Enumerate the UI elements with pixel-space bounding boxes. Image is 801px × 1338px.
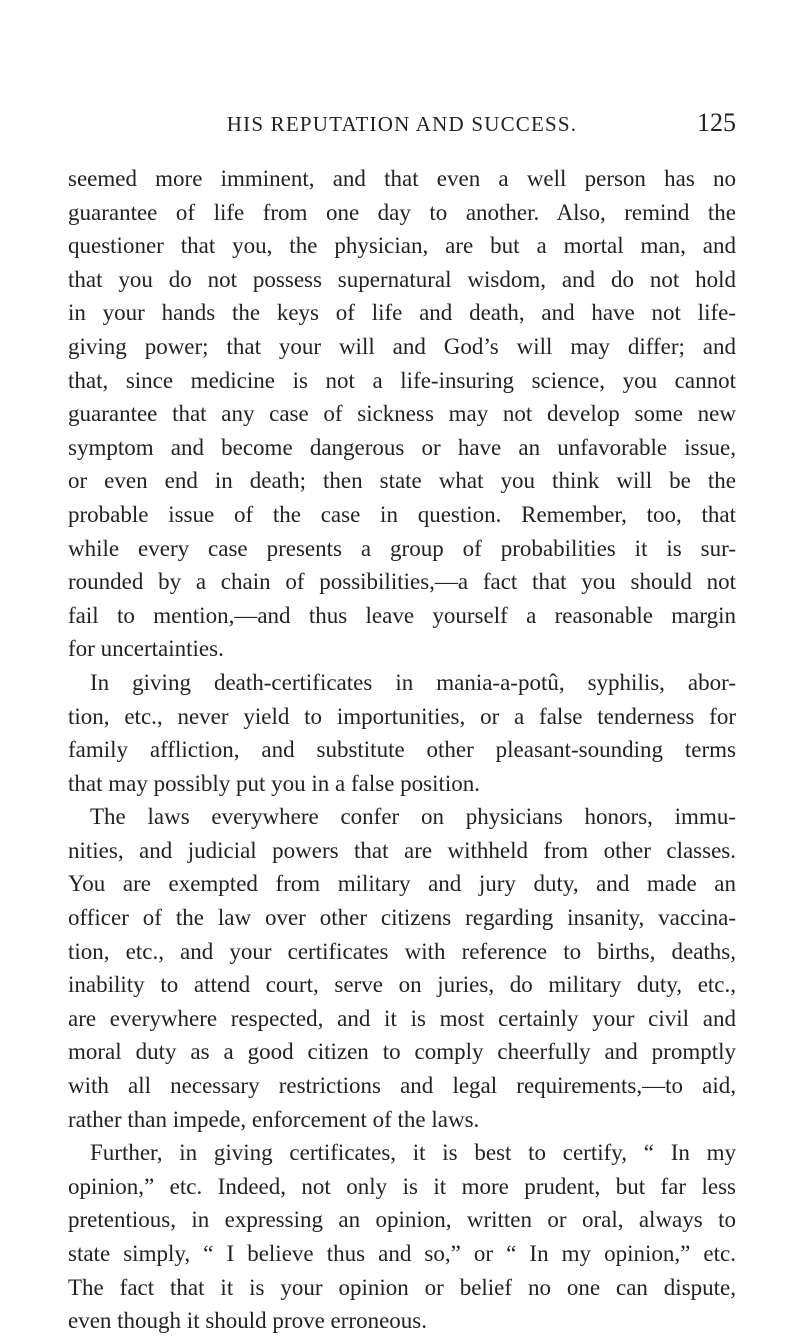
text-line: in your hands the keys of life and death, and have not life- [68,300,736,326]
text-line: You are exempted from military and jury duty, and made an [68,871,736,897]
text-line: family affliction, and substitute other pleasant-sounding terms [68,737,736,763]
text-line: seemed more imminent, and that even a well person has no [68,166,736,191]
text-line: The laws everywhere confer on physicians honors, immu- [90,804,736,830]
text-line: The fact that it is your opinion or belief no one can dispute, [68,1274,736,1300]
text-line: nities, and judicial powers that are withheld from other classes. [68,837,736,863]
text-line: tion, etc., and your certificates with reference to births, deaths, [68,938,736,964]
page-number: 125 [697,108,736,137]
text-line: or even end in death; then state what you think will be the [68,468,736,494]
text-line: are everywhere respected, and it is most certainly your civil and [68,1005,736,1031]
text-line: probable issue of the case in question. Remember, too, that [68,501,736,527]
text-line: that, since medicine is not a life-insuring science, you cannot [68,367,736,393]
text-line: that may possibly put you in a false position. [68,770,481,796]
text-line: guarantee of life from one day to another. Also, remind the [68,199,736,225]
text-line: even though it should prove erroneous. [68,1308,427,1334]
text-line: officer of the law over other citizens regarding insanity, vaccina- [68,905,736,931]
text-line: with all necessary restrictions and legal requirements,—to aid, [68,1073,736,1099]
body-text [68,162,736,1338]
text-line: tion, etc., never yield to importunities, or a false tenderness for [68,703,736,729]
text-line: In giving death-certificates in mania-a-potû, syphilis, abor- [90,669,736,695]
running-head [68,108,736,142]
text-line: opinion,” etc. Indeed, not only is it more prudent, but far less [68,1173,736,1199]
text-line: while every case presents a group of probabilities it is sur- [68,535,736,561]
text-line: pretentious, in expressing an opinion, written or oral, always to [68,1207,736,1233]
text-line: rather than impede, enforcement of the laws. [68,1106,480,1132]
text-line: that you do not possess supernatural wisdom, and do not hold [68,266,736,292]
text-line: inability to attend court, serve on juries, do military duty, etc., [68,972,736,998]
text-line: guarantee that any case of sickness may not develop some new [68,401,736,427]
text-line: rounded by a chain of possibilities,—a fact that you should not [68,569,736,595]
text-line: symptom and become dangerous or have an unfavorable issue, [68,434,736,460]
text-line: fail to mention,—and thus leave yourself a reasonable margin [68,602,736,628]
text-line: for uncertainties. [68,636,224,662]
text-line: moral duty as a good citizen to comply cheerfully and promptly [68,1039,736,1065]
running-title: HIS REPUTATION AND SUCCESS. [226,112,578,136]
text-line: Further, in giving certificates, it is best to certify, “ In my [90,1140,736,1166]
text-line: questioner that you, the physician, are but a mortal man, and [68,233,736,259]
text-line: state simply, “ I believe thus and so,” or “ In my opinion,” etc. [68,1241,736,1266]
text-line: giving power; that your will and God’s will may differ; and [68,333,736,359]
